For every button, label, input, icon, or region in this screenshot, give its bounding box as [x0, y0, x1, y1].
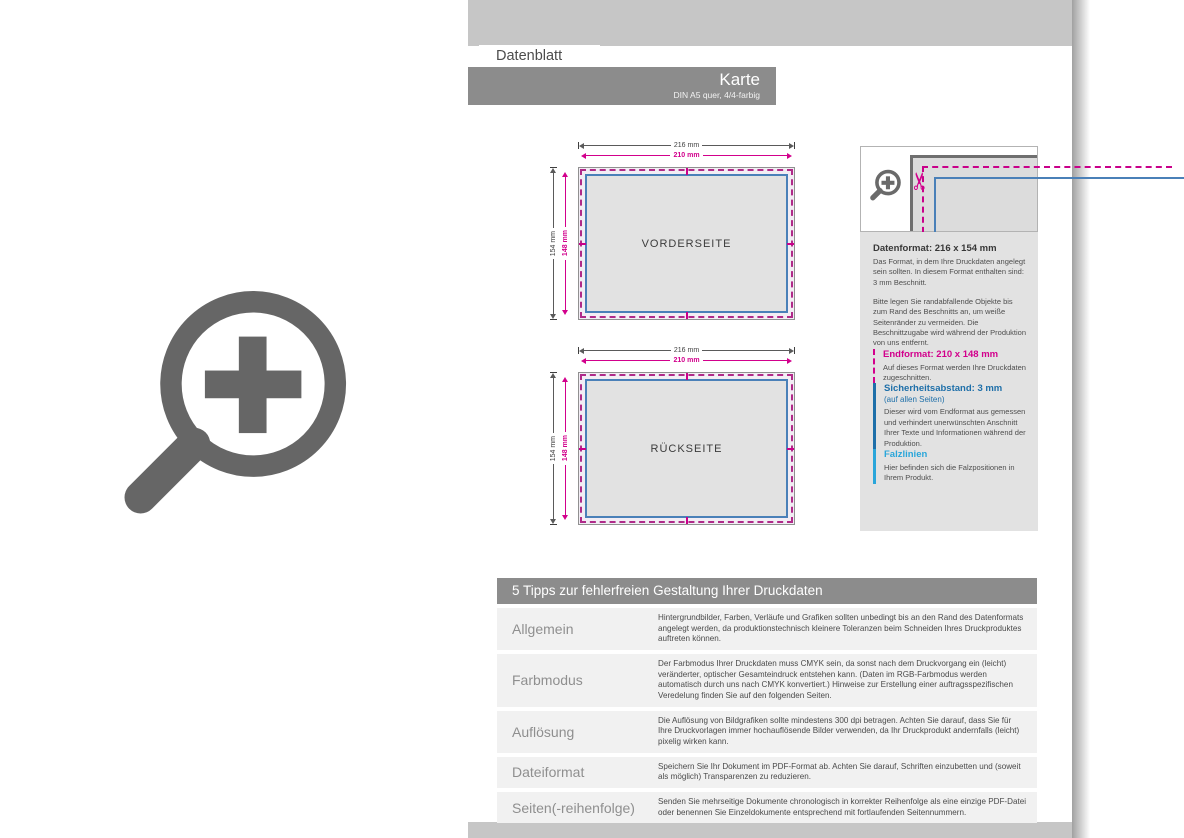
back-dim-inner-width	[581, 356, 792, 365]
zoom-plus-icon-glyph	[869, 169, 905, 205]
tip-text	[658, 711, 1037, 753]
dim-label: 216 mm	[673, 347, 700, 354]
legend-falzlinien	[873, 449, 1026, 484]
legend-falzlinien-text: Hier befinden sich die Falzpositionen in Ihrem Produkt.	[884, 462, 1015, 483]
tip-text-content: Speichern Sie Ihr Dokument im PDF-Format ab. Achten Sie darauf, Schriften einzubetten und (soweit als möglich) Transparenzen zu reduzieren.	[658, 761, 1021, 782]
center-mark	[787, 243, 794, 245]
table-row	[497, 792, 1037, 823]
legend-sicherheitsabstand	[873, 383, 1026, 448]
page-top-band	[468, 0, 1072, 46]
center-mark	[787, 448, 794, 450]
zoom-plus-icon[interactable]	[112, 283, 380, 551]
arrow-down-icon	[562, 310, 568, 315]
back-dim-inner-height	[560, 377, 570, 520]
legend-endformat-text: Auf dieses Format werden Ihre Druckdaten zugeschnitten.	[883, 362, 1026, 383]
tip-text	[658, 792, 1037, 823]
tip-text-content: Die Auflösung von Bildgrafiken sollte mindestens 300 dpi betragen. Achten Sie darauf, dass Sie für Ihre Druckvorlagen immer hochauflösende Bilder verwenden, da Ihr Druckprodukt andernfalls (leicht) pixelig wirken kann.	[658, 715, 1020, 747]
zoom-plus-icon	[869, 169, 905, 205]
tip-text	[658, 654, 1037, 707]
legend-datenformat-title: Datenformat: 216 x 154 mm	[873, 243, 997, 254]
tip-text	[658, 608, 1037, 650]
tip-label: Seiten(-reihenfolge)	[512, 799, 635, 816]
product-title-bar	[468, 67, 776, 105]
product-subtitle: DIN A5 quer, 4/4-farbig	[673, 90, 760, 100]
legend-panel	[860, 232, 1038, 531]
front-side-label: VORDERSEITE	[641, 237, 732, 250]
center-mark	[686, 373, 688, 380]
dim-tick	[550, 319, 557, 320]
legend-sicherheitsabstand-text: Dieser wird vom Endformat aus gemessen und verhindert unerwünschten Anschnitt Ihrer Texte und Informationen während der Produktion.	[884, 407, 1026, 448]
dim-label: 210 mm	[673, 152, 700, 159]
tip-label: Auflösung	[512, 723, 575, 740]
legend-datenformat-text2: Bitte legen Sie randabfallende Objekte bis zum Rand des Beschnitts an, um weiße Seitenränder zu vermeiden. Die Beschnittzugabe wird während der Produktion von uns entfernt.	[873, 297, 1027, 348]
table-row	[497, 608, 1037, 650]
legend-endformat-title: Endformat: 210 x 148 mm	[883, 348, 999, 360]
center-mark	[686, 168, 688, 175]
arrow-right-icon	[787, 358, 792, 364]
product-title: Karte	[719, 70, 760, 89]
zoom-plus-icon-glyph	[112, 283, 380, 551]
back-dim-outer-width	[578, 346, 795, 355]
center-mark	[579, 448, 586, 450]
dim-tick	[550, 524, 557, 525]
tip-text	[658, 757, 1037, 788]
legend-falzlinien-title: Falzlinien	[884, 448, 928, 460]
front-card-diagram	[578, 167, 795, 320]
tip-label: Dateiformat	[512, 764, 585, 781]
tips-header: 5 Tipps zur fehlerfreien Gestaltung Ihrer Druckdaten	[497, 578, 1037, 604]
tip-text-content: Hintergrundbilder, Farben, Verläufe und Grafiken sollten unbedingt bis an den Rand des Datenformats angelegt werden, da produktionstechnisch kleinere Toleranzen beim Schneiden Ihres Druckproduktes auftreten können.	[658, 613, 1024, 644]
back-side-label: RÜCKSEITE	[650, 442, 723, 455]
center-mark	[579, 243, 586, 245]
center-mark	[686, 312, 688, 319]
tips-table	[497, 608, 1037, 827]
center-mark	[686, 517, 688, 524]
corner-detail-box	[860, 146, 1038, 232]
front-dim-inner-height	[560, 172, 570, 315]
dim-tick	[794, 347, 795, 354]
datenblatt-tab: Datenblatt	[479, 45, 600, 67]
dim-tick	[794, 142, 795, 149]
dim-label: 210 mm	[673, 357, 700, 364]
front-dim-inner-width	[581, 151, 792, 160]
front-dim-outer-width	[578, 141, 795, 150]
back-dim-outer-height	[548, 372, 558, 525]
arrow-down-icon	[562, 515, 568, 520]
legend-endformat	[873, 349, 1026, 384]
legend-datenformat-text1: Das Format, in dem Ihre Druckdaten angelegt sein sollten. In diesem Format enthalten sind: 3 mm Beschnitt.	[873, 257, 1026, 287]
table-row	[497, 757, 1037, 788]
end-format-area	[585, 379, 788, 518]
table-row	[497, 654, 1037, 707]
tip-text-content: Der Farbmodus Ihrer Druckdaten muss CMYK sein, da sonst nach dem Druckvorgang ein (leicht) veränderter, optischer Gesamteindruck entstehen kann. (Daten im RGB-Farbmodus werden automatisch durch uns nach CMYK konvertiert.) Hinweise zur Erstellung einer auftragsspezifischen Veredelung finden Sie auf den folgenden Seiten.	[658, 659, 1013, 701]
tip-label: Farbmodus	[512, 672, 583, 689]
legend-sicherheitsabstand-subtitle: (auf allen Seiten)	[884, 395, 945, 405]
legend-sicherheitsabstand-title: Sicherheitsabstand: 3 mm	[884, 383, 1003, 395]
front-dim-outer-height	[548, 167, 558, 320]
card-corner-preview	[906, 155, 1037, 231]
dim-label: 148 mm	[561, 435, 569, 462]
back-card-diagram	[578, 372, 795, 525]
table-row	[497, 711, 1037, 753]
end-format-area	[585, 174, 788, 313]
dim-label: 154 mm	[549, 435, 557, 462]
tip-label: Allgemein	[512, 621, 574, 637]
legend-datenformat	[873, 243, 1026, 349]
page-shadow	[1072, 0, 1090, 838]
dim-label: 154 mm	[549, 230, 557, 257]
scissors-icon: ✂	[906, 170, 935, 192]
dim-label: 148 mm	[561, 230, 569, 257]
tip-text-content: Senden Sie mehrseitige Dokumente chronologisch in korrekter Reihenfolge als eine einzige PDF-Datei oder benennen Sie Einzeldokumente entsprechend mit fortlaufenden Seitennummern.	[658, 797, 1027, 817]
dim-label: 216 mm	[673, 142, 700, 149]
arrow-right-icon	[787, 153, 792, 159]
